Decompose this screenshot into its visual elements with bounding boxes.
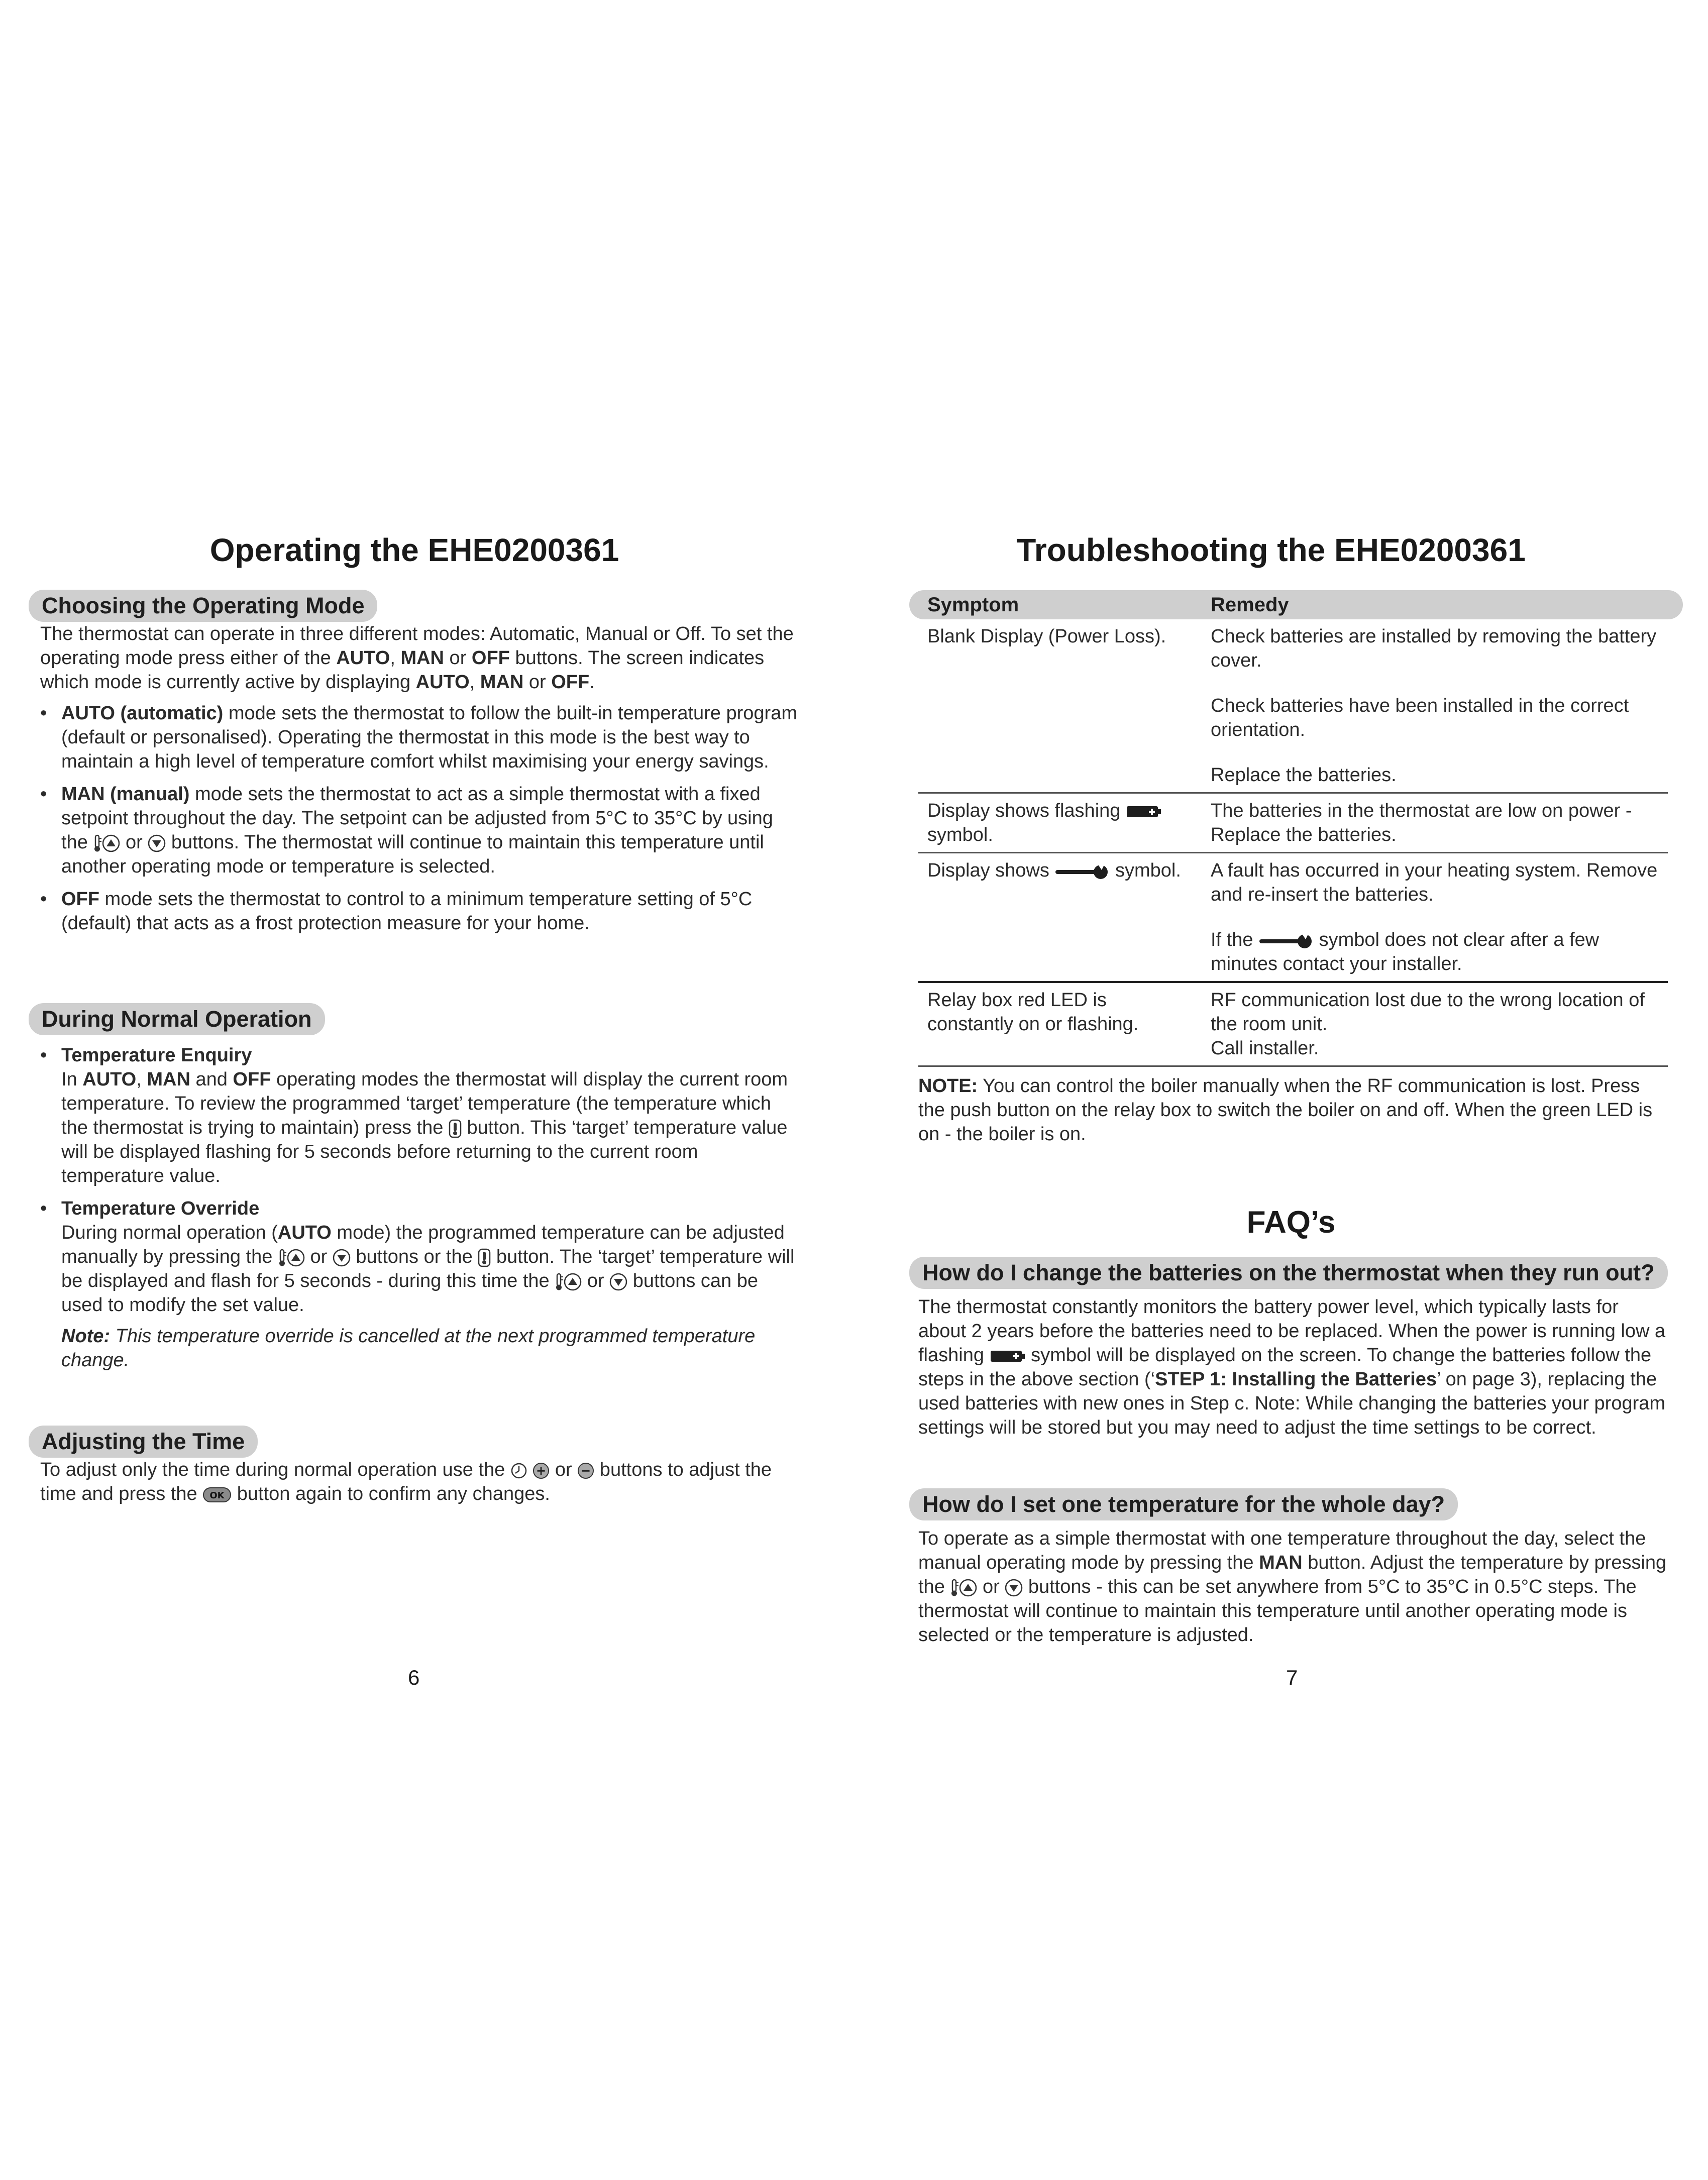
- section-heading: Choosing the Operating Mode: [29, 590, 377, 622]
- svg-text:−: −: [581, 1464, 591, 1478]
- table-row: Display shows symbol. A fault has occurred in your heating system. Remove and re-insert the batteries. If the symbol does not clear after a few minutes contact your installer.: [918, 853, 1668, 983]
- page-number: 7: [1286, 1666, 1298, 1689]
- page-title: Troubleshooting the EHE0200361: [1016, 532, 1526, 568]
- up-arrow-icon: [287, 1249, 305, 1267]
- battery-icon: [1126, 804, 1162, 819]
- minus-button-icon: [577, 1462, 594, 1479]
- column-header-symptom: Symptom: [927, 594, 1019, 616]
- plus-button-icon: [532, 1462, 550, 1479]
- ok-button-icon: [202, 1486, 232, 1503]
- target-temperature-icon: [449, 1119, 462, 1138]
- faq-answer: To operate as a simple thermostat with one temperature throughout the day, select the manual operating mode by pressing the MAN button. Adjust the temperature by pressing the or buttons - this can be set anywhere from 5°C to 35°C in 0.5°C steps. The thermostat will continue to maintain this temperature until another operating mode is selected or the temperature is adjusted.: [918, 1528, 1667, 1646]
- down-arrow-icon: [609, 1273, 627, 1291]
- list-item-temperature-override: • Temperature Override During normal operation (AUTO mode) the programmed temperature can be adjusted manually by pressing the or buttons or the button. The ‘target’ temperature will be displayed and flash for 5 seconds - during this time the or buttons can be used to modify the set value. Note: This temperature override is cancelled at the next programmed temperature change.: [40, 1198, 795, 1371]
- list-item-temperature-enquiry: • Temperature Enquiry In AUTO, MAN and OFF operating modes the thermostat will display the current room temperature. To review the programmed ‘target’ temperature (the temperature which the thermostat is trying to maintain) press the button. This ‘target’ temperature value will be displayed flashing for 5 seconds before returning to the current room temperature value.: [40, 1045, 788, 1187]
- page-number: 6: [408, 1666, 420, 1689]
- note-paragraph: NOTE: You can control the boiler manually when the RF communication is lost. Press the push button on the relay box to switch the boiler on and off. When the green LED is on - the boiler is on.: [918, 1075, 1653, 1145]
- table-row: Blank Display (Power Loss). Check batteries are installed by removing the battery cover. Check batteries have been installed in the correct orientation. Replace the batteries.: [918, 619, 1668, 794]
- section-choosing-mode: [29, 590, 797, 944]
- wrench-icon: [1054, 863, 1110, 880]
- section-heading: Adjusting the Time: [29, 1426, 258, 1458]
- wrench-icon: [1258, 932, 1314, 949]
- thermometer-icon: [950, 1579, 959, 1597]
- list-item-off: • OFF mode sets the thermostat to control to a minimum temperature setting of 5°C (default) that acts as a frost protection measure for your home.: [40, 889, 753, 934]
- faq-title: FAQ’s: [1246, 1205, 1336, 1240]
- section-normal-operation: [29, 1003, 797, 1381]
- up-arrow-icon: [959, 1579, 977, 1597]
- table-header: [909, 590, 1683, 619]
- faq-answer: The thermostat constantly monitors the battery power level, which typically lasts for about 2 years before the batteries need to be replaced. When the power is running low a flashing symbol will be displayed on the screen. To change the batteries follow the steps in the above section (‘STEP 1: Installing the Batteries’ on page 3), replacing the used batteries with new ones in Step c. Note: While changing the batteries your program settings will be stored but you may need to adjust the time settings to be correct.: [918, 1296, 1666, 1439]
- faq-question: How do I set one temperature for the whole day?: [909, 1488, 1458, 1520]
- up-arrow-icon: [564, 1273, 582, 1291]
- troubleshooting-table: [909, 590, 1683, 1146]
- down-arrow-icon: [333, 1249, 351, 1267]
- svg-text:+: +: [536, 1464, 547, 1478]
- section-heading: During Normal Operation: [29, 1003, 325, 1035]
- list-item-man: • MAN (manual) mode sets the thermostat to act as a simple thermostat with a fixed setpoint throughout the day. The setpoint can be adjusted from 5°C to 35°C by using the or buttons. The thermostat will continue to maintain this temperature until another operating mode or temperature is selected.: [40, 784, 773, 878]
- down-arrow-icon: [148, 834, 166, 852]
- page-title: Operating the EHE0200361: [209, 532, 619, 568]
- target-temperature-icon: [478, 1248, 491, 1267]
- up-arrow-icon: [102, 834, 120, 852]
- down-arrow-icon: [1005, 1579, 1023, 1597]
- column-header-remedy: Remedy: [1211, 594, 1289, 616]
- svg-text:OK: OK: [209, 1490, 225, 1501]
- thermometer-icon: [555, 1273, 564, 1291]
- table-row: Display shows flashing symbol. The batteries in the thermostat are low on power - Replace the batteries.: [918, 794, 1668, 853]
- faq-question: How do I change the batteries on the thermostat when they run out?: [909, 1257, 1668, 1289]
- table-row: Relay box red LED is constantly on or flashing. RF communication lost due to the wrong location of the room unit. Call installer.: [918, 983, 1668, 1067]
- list-item-auto: • AUTO (automatic) mode sets the thermostat to follow the built-in temperature program (default or personalised). Operating the thermostat in this mode is the best way to maintain a high level of temperature comfort whilst maximising your energy savings.: [40, 703, 797, 773]
- intro-paragraph: The thermostat can operate in three different modes: Automatic, Manual or Off. To set the operating mode press either of the AUTO, MAN or OFF buttons. The screen indicates which mode is currently active by displaying AUTO, MAN or OFF.: [40, 623, 794, 693]
- section-adjusting-time: Adjusting the Time To adjust only the time during normal operation use the + or − buttons to adjust the time and press the OK button again to confirm any changes.: [29, 1426, 797, 1506]
- faq-one-temperature: [909, 1488, 1683, 1647]
- battery-icon: [990, 1349, 1026, 1364]
- thermometer-icon: [278, 1249, 287, 1267]
- clock-icon: [510, 1462, 527, 1479]
- faq-batteries: [909, 1257, 1683, 1440]
- thermometer-icon: [93, 834, 102, 852]
